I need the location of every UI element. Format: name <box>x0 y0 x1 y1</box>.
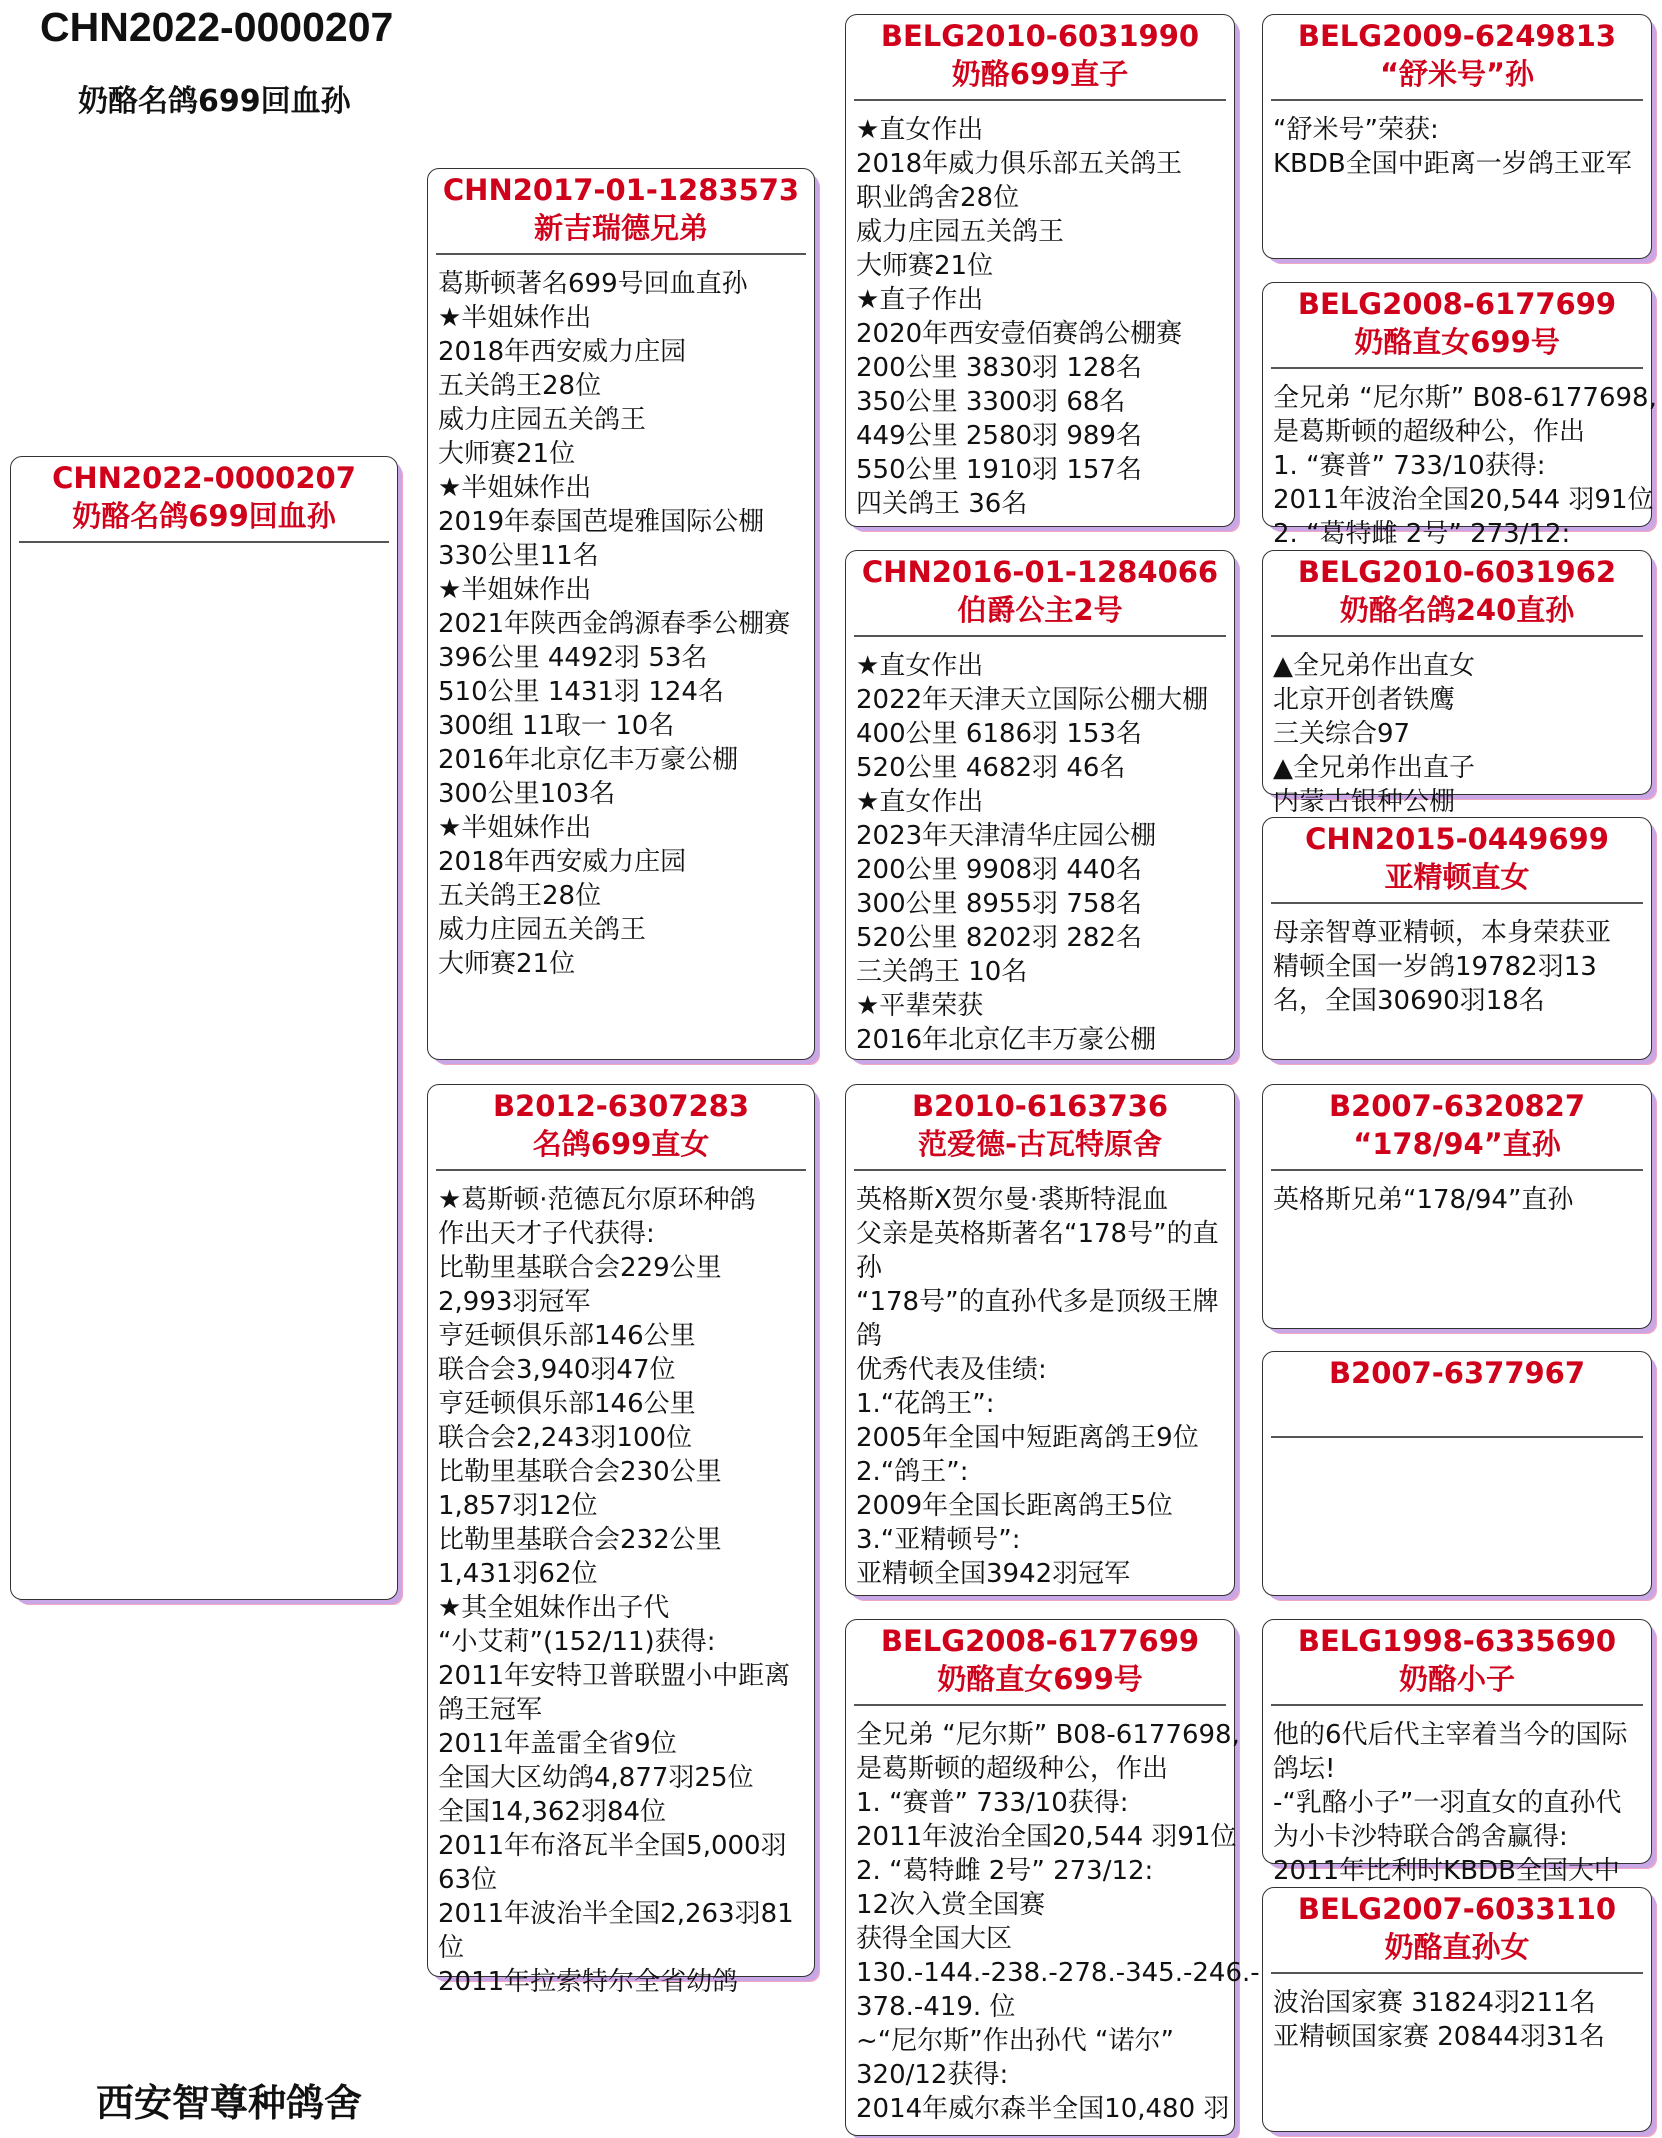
note-line: 是葛斯顿的超级种公，作出 <box>1273 417 1586 447</box>
note-line: 520公里 4682羽 46名 <box>856 753 1126 783</box>
note-line: 2021年陕西金鸽源春季公棚赛 <box>438 609 791 639</box>
note-line: 联合会3,940羽47位 <box>438 1355 676 1385</box>
note-line: 320/12获得: <box>856 2060 1009 2090</box>
note-line: 内蒙古银种公棚 <box>1273 787 1456 817</box>
note-line: 获得全国大区 <box>856 1924 1013 1954</box>
card-dds <box>1262 1619 1652 1886</box>
note-line: 378.-419. 位 <box>856 1992 1016 2022</box>
bird-name: 名鸽699直女 <box>532 1127 710 1161</box>
note-line: 1.“花鸽王”: <box>856 1389 995 1419</box>
bird-name: 新吉瑞德兄弟 <box>533 211 708 245</box>
note-line: 2018年威力俱乐部五关鸽王 <box>856 149 1183 179</box>
bird-name: 亚精顿直女 <box>1384 860 1530 894</box>
note-line: ★葛斯顿·范德瓦尔原环种鸽 <box>438 1185 756 1215</box>
header-divider <box>1271 99 1643 101</box>
note-line: 威力庄园五关鸽王 <box>438 915 647 945</box>
note-line: 优秀代表及佳绩: <box>856 1355 1047 1385</box>
note-line: 鸽 <box>856 1321 883 1351</box>
ring-number: BELG1998-6335690 <box>1297 1624 1617 1658</box>
loft-name: 西安智尊种鸽舍 <box>96 2081 363 2125</box>
note-line: 2. “葛特雌 2号” 273/12: <box>856 1856 1154 1886</box>
note-line: 比勒里基联合会229公里 <box>438 1253 722 1283</box>
note-line: 母亲智尊亚精顿，本身荣获亚 <box>1273 918 1612 948</box>
header-divider <box>854 1169 1226 1171</box>
note-line: -“乳酪小子”一羽直女的直孙代 <box>1273 1788 1622 1818</box>
pedigree-bird-name: 奶酪名鸽699回血孙 <box>78 84 351 119</box>
note-line: 比勒里基联合会232公里 <box>438 1525 722 1555</box>
ring-number: BELG2009-6249813 <box>1297 19 1617 53</box>
note-line: 是葛斯顿的超级种公，作出 <box>856 1754 1169 1784</box>
ring-number: B2012-6307283 <box>492 1089 750 1123</box>
note-line: 亚精顿国家赛 20844羽31名 <box>1273 2022 1606 2052</box>
ring-number: BELG2007-6033110 <box>1297 1892 1617 1926</box>
note-line: 2.“鸽王”: <box>856 1457 969 1487</box>
note-line: 四关鸽王 36名 <box>856 489 1028 519</box>
header-divider <box>854 1704 1226 1706</box>
note-line: 联合会2,243羽100位 <box>438 1423 693 1453</box>
card-notes <box>1273 113 1647 258</box>
ring-number: BELG2008-6177699 <box>1297 287 1617 321</box>
note-line: 520公里 8202羽 282名 <box>856 923 1142 953</box>
note-line: 2011年波治全国20,544 羽91位 <box>856 1822 1237 1852</box>
note-line: 大师赛21位 <box>438 439 576 469</box>
note-line: ★半姐妹作出 <box>438 473 592 503</box>
note-line: 550公里 1910羽 157名 <box>856 455 1142 485</box>
ring-number: BELG2010-6031962 <box>1297 555 1617 589</box>
ring-number: CHN2022-0000207 <box>52 461 356 495</box>
note-line: 2011年波治全国20,544 羽91位 <box>1273 485 1654 515</box>
note-line: 510公里 1431羽 124名 <box>438 677 724 707</box>
note-line: 2. “葛特雌 2号” 273/12: <box>1273 519 1571 549</box>
ring-number: BELG2010-6031990 <box>880 19 1200 53</box>
note-line: 2011年布洛瓦半全国5,000羽 <box>438 1831 787 1861</box>
note-line: 父亲是英格斯著名“178号”的直 <box>856 1219 1219 1249</box>
note-line: ★半姐妹作出 <box>438 575 592 605</box>
note-line: 2019年泰国芭堤雅国际公棚 <box>438 507 765 537</box>
note-line: 400公里 6186羽 153名 <box>856 719 1142 749</box>
card-notes <box>856 113 1230 526</box>
note-line: ▲全兄弟作出直女 <box>1273 651 1475 681</box>
note-line: ~“尼尔斯”作出孙代 “诺尔” <box>856 2026 1174 2056</box>
note-line: 2011年盖雷全省9位 <box>438 1729 677 1759</box>
note-line: 200公里 3830羽 128名 <box>856 353 1142 383</box>
note-line: 全国大区幼鸽4,877羽25位 <box>438 1763 754 1793</box>
note-line: 2014年威尔森半全国10,480 羽 <box>856 2094 1230 2124</box>
note-line: 449公里 2580羽 989名 <box>856 421 1142 451</box>
header-divider <box>1271 635 1643 637</box>
card-notes <box>1273 916 1647 1059</box>
note-line: 五关鸽王28位 <box>438 371 602 401</box>
note-line: 2,993羽冠军 <box>438 1287 591 1317</box>
card-sire <box>427 168 815 1060</box>
note-line: 威力庄园五关鸽王 <box>856 217 1065 247</box>
note-line: 2011年比利时KBDB全国大中 <box>1273 1856 1620 1886</box>
card-header <box>11 457 397 535</box>
note-line: 2005年全国中短距离鸽王9位 <box>856 1423 1199 1453</box>
card-dsd <box>1262 1351 1652 1596</box>
note-line: ★直女作出 <box>856 787 984 817</box>
ring-number: BELG2008-6177699 <box>880 1624 1200 1658</box>
note-line: 亨廷顿俱乐部146公里 <box>438 1389 696 1419</box>
bird-name: 奶酪699直子 <box>951 57 1129 91</box>
pedigree-ring-number: CHN2022-0000207 <box>40 4 394 50</box>
header-divider <box>436 1169 806 1171</box>
card-header <box>846 1620 1234 1698</box>
note-line: ★半姐妹作出 <box>438 303 592 333</box>
ring-number: B2007-6320827 <box>1328 1089 1586 1123</box>
card-dd <box>845 1619 1260 2136</box>
card-notes <box>856 1183 1230 1595</box>
bird-name: 奶酪名鸽699回血孙 <box>72 499 336 533</box>
note-line: 大师赛21位 <box>438 949 576 979</box>
note-line: 300组 11取一 10名 <box>438 711 675 741</box>
ring-number: B2010-6163736 <box>911 1089 1169 1123</box>
bird-name: 奶酪直女699号 <box>937 1662 1143 1696</box>
ring-number: CHN2017-01-1283573 <box>442 173 800 207</box>
header-divider <box>1271 1169 1643 1171</box>
card-header <box>1263 818 1651 896</box>
card-sd <box>845 550 1235 1060</box>
card-header <box>846 1085 1234 1163</box>
note-line: 2022年天津天立国际公棚大棚 <box>856 685 1209 715</box>
note-line: 350公里 3300羽 68名 <box>856 387 1126 417</box>
card-ss <box>845 14 1235 527</box>
note-line: 比勒里基联合会230公里 <box>438 1457 722 1487</box>
note-line: ★直女作出 <box>856 115 984 145</box>
header-divider <box>1271 367 1643 369</box>
note-line: 1,857羽12位 <box>438 1491 598 1521</box>
card-header <box>846 15 1234 93</box>
card-header <box>1263 283 1651 361</box>
card-sds <box>1262 550 1652 817</box>
note-line: 作出天才子代获得: <box>438 1219 655 1249</box>
header-divider <box>1271 1436 1643 1438</box>
note-line: 1. “赛普” 733/10获得: <box>856 1788 1129 1818</box>
header-divider <box>854 635 1226 637</box>
note-line: 他的6代后代主宰着当今的国际 <box>1273 1720 1628 1750</box>
note-line: 北京开创者铁鹰 <box>1273 685 1456 715</box>
note-line: 2020年西安壹佰赛鸽公棚赛 <box>856 319 1183 349</box>
header-divider <box>436 253 806 255</box>
note-line: 葛斯顿著名699号回血直孙 <box>438 269 748 299</box>
note-line: ★半姐妹作出 <box>438 813 592 843</box>
note-line: 2016年北京亿丰万豪公棚 <box>438 745 739 775</box>
note-line: 职业鸽舍28位 <box>856 183 1020 213</box>
note-line: “178号”的直孙代多是顶级王牌 <box>856 1287 1219 1317</box>
bird-name: 奶酪小子 <box>1398 1662 1515 1696</box>
note-line: 全兄弟 “尼尔斯” B08-6177698, <box>856 1720 1240 1750</box>
card-notes <box>438 267 810 1059</box>
note-line: 330公里11名 <box>438 541 599 571</box>
note-line: 200公里 9908羽 440名 <box>856 855 1142 885</box>
card-header <box>1263 1620 1651 1698</box>
note-line: 鸽王冠军 <box>438 1695 543 1725</box>
note-line: 英格斯兄弟“178/94”直孙 <box>1273 1185 1574 1215</box>
card-notes <box>1273 1986 1647 2131</box>
card-notes <box>856 649 1230 1059</box>
note-line: 亚精顿全国3942羽冠军 <box>856 1559 1131 1589</box>
bird-name: “178/94”直孙 <box>1353 1127 1561 1161</box>
note-line: 孙 <box>856 1253 883 1283</box>
card-sss <box>1262 14 1652 259</box>
note-line: 2018年西安威力庄园 <box>438 337 687 367</box>
card-header <box>1263 1888 1651 1966</box>
card-notes <box>21 555 393 1599</box>
note-line: 396公里 4492羽 53名 <box>438 643 708 673</box>
note-line: 3.“亚精顿号”: <box>856 1525 1021 1555</box>
card-header <box>846 551 1234 629</box>
note-line: 鸽坛! <box>1273 1754 1336 1784</box>
card-subject <box>10 456 398 1600</box>
note-line: 130.-144.-238.-278.-345.-246.- <box>856 1958 1260 1988</box>
card-notes <box>856 1718 1260 2135</box>
bird-name: 伯爵公主2号 <box>957 593 1123 627</box>
note-line: KBDB全国中距离一岁鸽王亚军 <box>1273 149 1632 179</box>
note-line: 63位 <box>438 1865 498 1895</box>
bird-name: 范爱德-古瓦特原舍 <box>917 1127 1163 1161</box>
note-line: “舒米号”荣获: <box>1273 115 1439 145</box>
card-header <box>428 169 814 247</box>
note-line: 位 <box>438 1933 465 1963</box>
note-line: 为小卡沙特联合鸽舍赢得: <box>1273 1822 1568 1852</box>
ring-number: CHN2015-0449699 <box>1305 822 1609 856</box>
note-line: 全国14,362羽84位 <box>438 1797 667 1827</box>
card-notes <box>1273 1183 1647 1328</box>
card-header <box>428 1085 814 1163</box>
note-line: 三关鸽王 10名 <box>856 957 1028 987</box>
note-line: 2016年北京亿丰万豪公棚 <box>856 1025 1157 1055</box>
bird-name: 奶酪直女699号 <box>1354 325 1560 359</box>
card-notes <box>1273 649 1647 817</box>
note-line: ★直子作出 <box>856 285 984 315</box>
header-divider <box>1271 1704 1643 1706</box>
bird-name: “舒米号”孙 <box>1379 57 1535 91</box>
note-line: 亨廷顿俱乐部146公里 <box>438 1321 696 1351</box>
note-line: 名，全国30690羽18名 <box>1273 986 1545 1016</box>
ring-number: B2007-6377967 <box>1328 1356 1586 1390</box>
card-header <box>1263 15 1651 93</box>
note-line: 2009年全国长距离鸽王5位 <box>856 1491 1173 1521</box>
note-line: 2018年西安威力庄园 <box>438 847 687 877</box>
card-notes <box>1273 1450 1647 1595</box>
note-line: 精顿全国一岁鸽19782羽13 <box>1273 952 1597 982</box>
card-ddd <box>1262 1887 1652 2132</box>
header-divider <box>1271 1972 1643 1974</box>
bird-name: 奶酪名鸽240直孙 <box>1339 593 1575 627</box>
note-line: 五关鸽王28位 <box>438 881 602 911</box>
note-line: 2023年天津清华庄园公棚 <box>856 821 1157 851</box>
card-sdd <box>1262 817 1652 1060</box>
card-header <box>1263 551 1651 629</box>
note-line: ★平辈荣获 <box>856 991 984 1021</box>
note-line: ★直女作出 <box>856 651 984 681</box>
note-line: 2011年安特卫普联盟小中距离 <box>438 1661 791 1691</box>
note-line: 1,431羽62位 <box>438 1559 598 1589</box>
note-line: “小艾莉”(152/11)获得: <box>438 1627 716 1657</box>
note-line: 300公里 8955羽 758名 <box>856 889 1142 919</box>
note-line: 三关综合97 <box>1273 719 1411 749</box>
card-dss <box>1262 1084 1652 1329</box>
card-header <box>1263 1085 1651 1163</box>
note-line: ★其全姐妹作出子代 <box>438 1593 670 1623</box>
note-line: 1. “赛普” 733/10获得: <box>1273 451 1546 481</box>
note-line: ▲全兄弟作出直子 <box>1273 753 1475 783</box>
card-header <box>1263 1352 1651 1392</box>
card-notes <box>438 1183 810 1997</box>
bird-name: 奶酪直孙女 <box>1384 1930 1530 1964</box>
card-dam <box>427 1084 815 1997</box>
note-line: 波治国家赛 31824羽211名 <box>1273 1988 1596 2018</box>
note-line: 威力庄园五关鸽王 <box>438 405 647 435</box>
note-line: 全兄弟 “尼尔斯” B08-6177698, <box>1273 383 1657 413</box>
card-ssd <box>1262 282 1657 549</box>
note-line: 2011年拉索特尔全省幼鸽 <box>438 1967 739 1997</box>
note-line: 英格斯X贺尔曼·裘斯特混血 <box>856 1185 1169 1215</box>
card-notes <box>1273 381 1657 549</box>
ring-number: CHN2016-01-1284066 <box>861 555 1219 589</box>
note-line: 12次入赏全国赛 <box>856 1890 1046 1920</box>
note-line: 300公里103名 <box>438 779 616 809</box>
card-notes <box>1273 1718 1647 1886</box>
note-line: 大师赛21位 <box>856 251 994 281</box>
header-divider <box>854 99 1226 101</box>
header-divider <box>1271 902 1643 904</box>
note-line: 2011年波治半全国2,263羽81 <box>438 1899 794 1929</box>
header-divider <box>19 541 389 543</box>
card-ds <box>845 1084 1235 1596</box>
